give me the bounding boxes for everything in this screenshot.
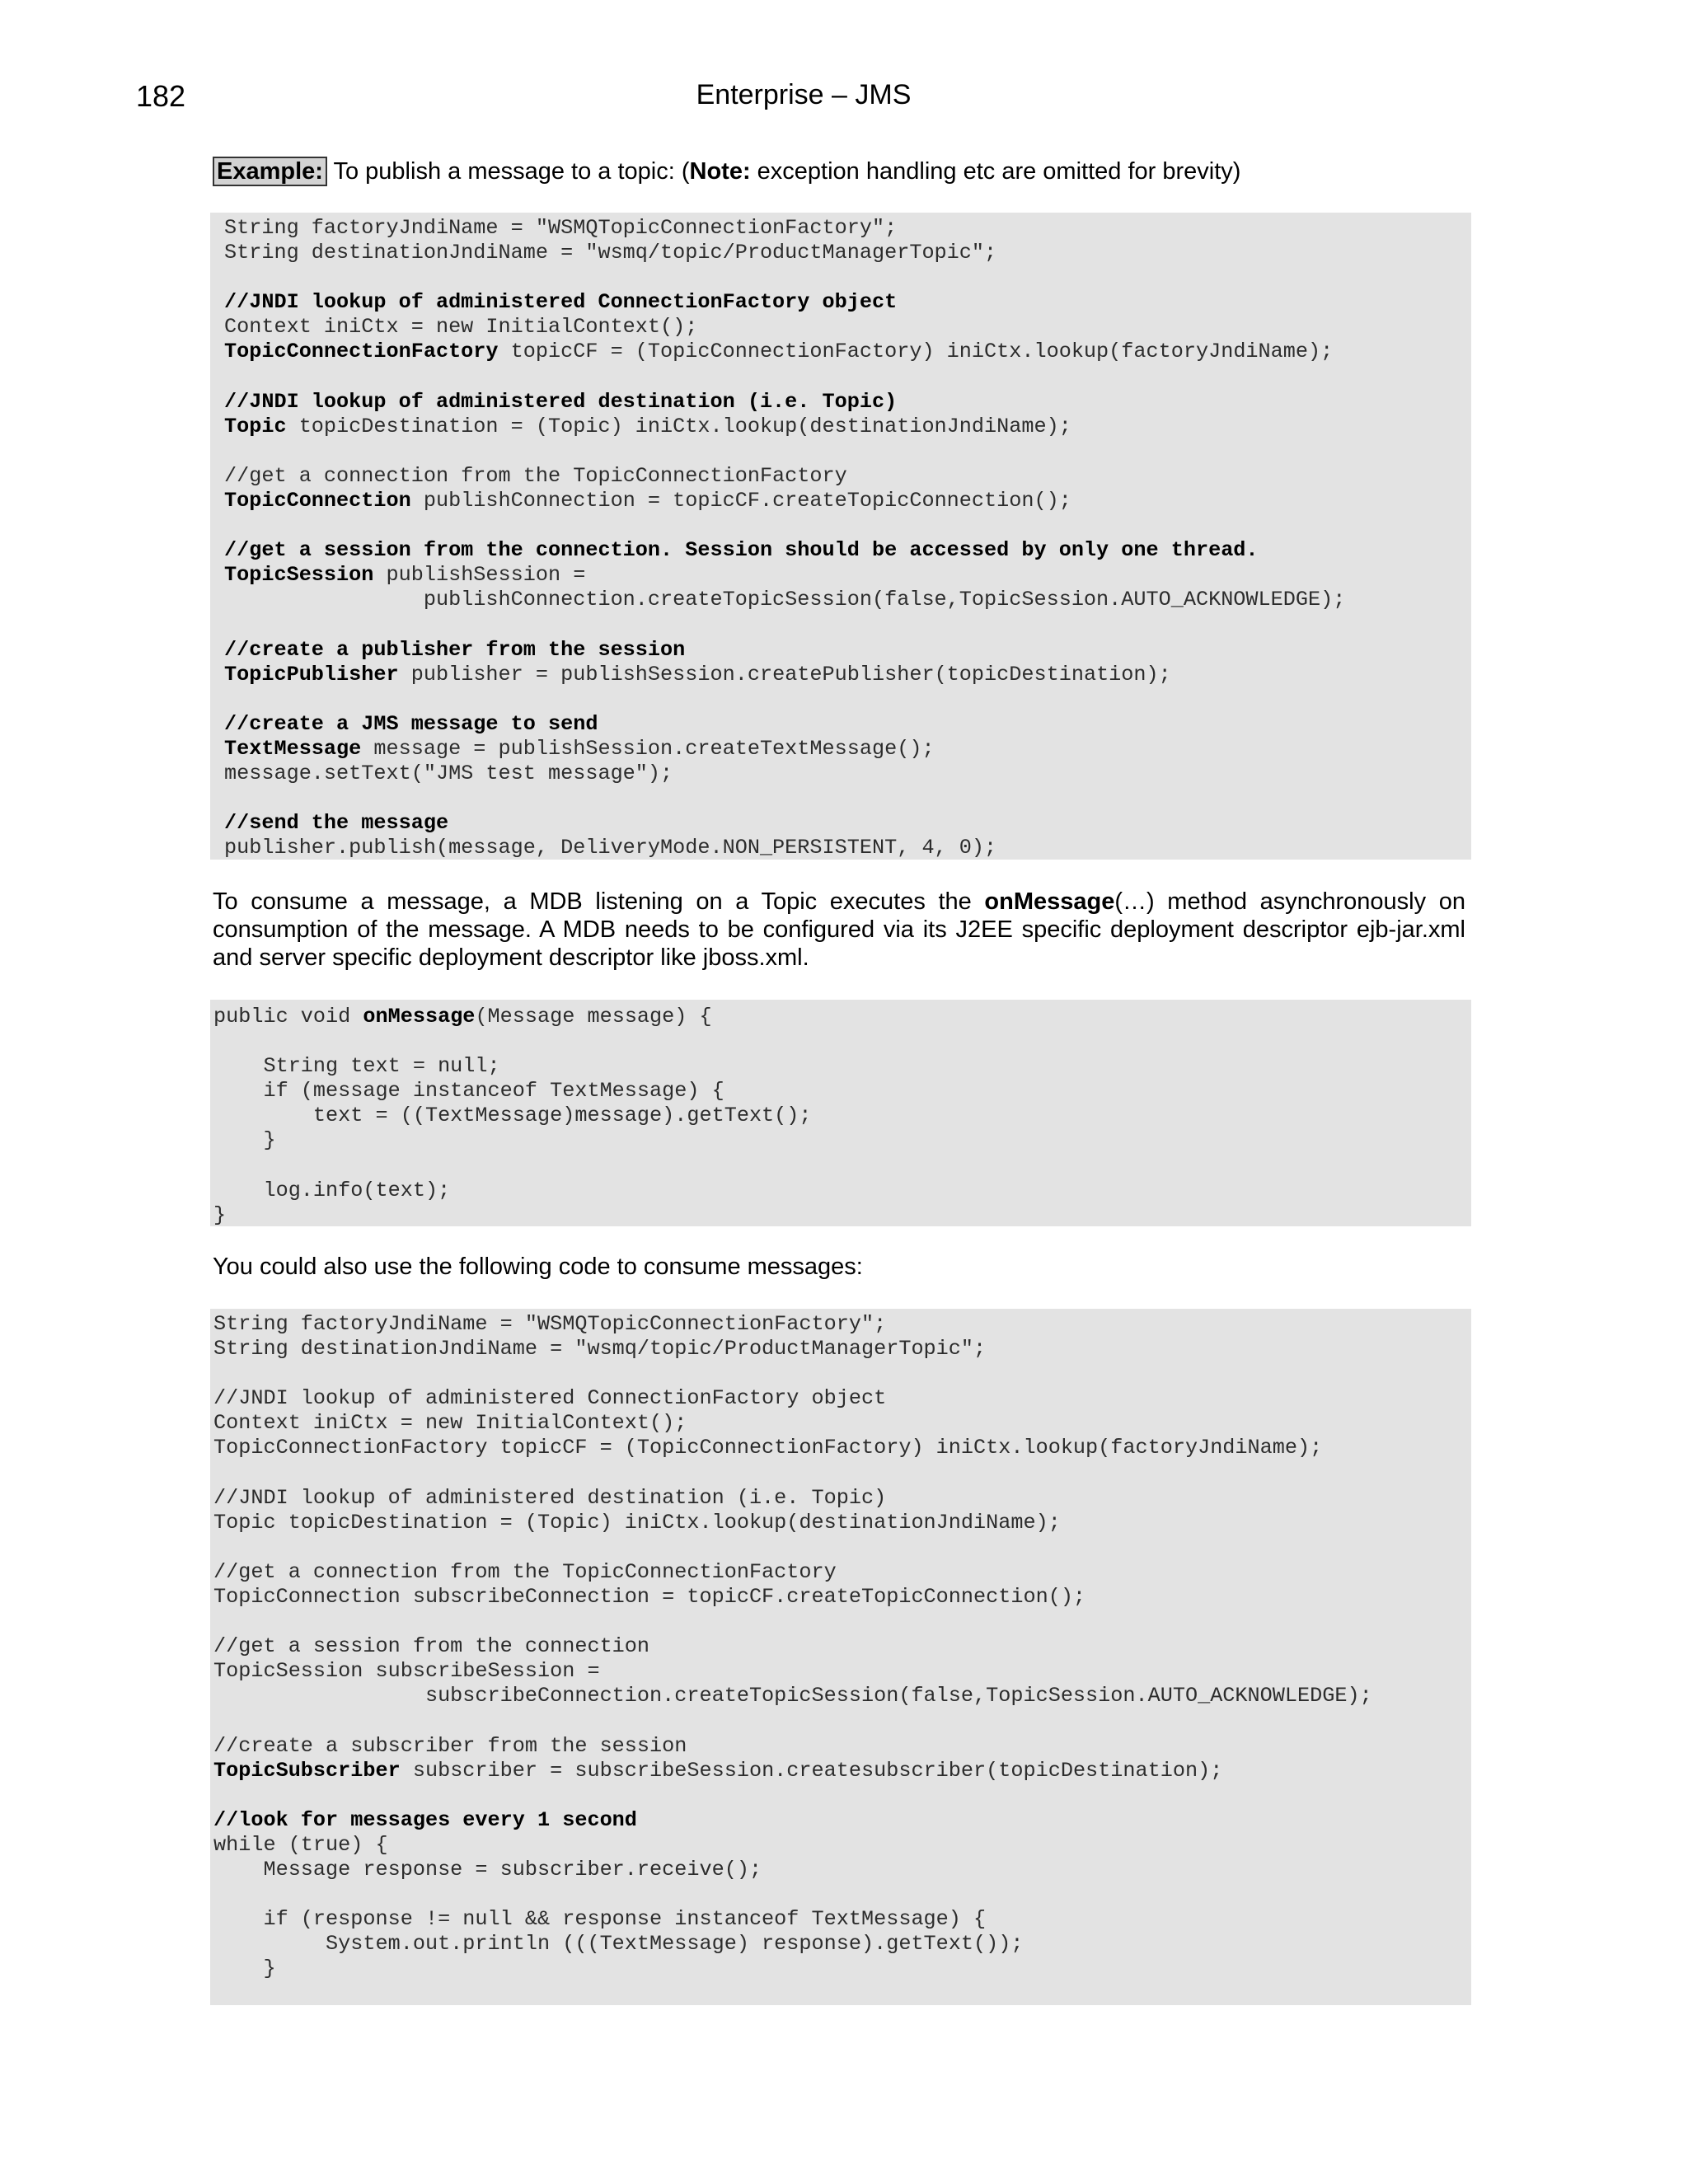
- onmessage-code-block: [210, 1000, 1471, 1226]
- consume-paragraph: [213, 888, 1465, 972]
- code-line: //create a JMS message to send: [224, 711, 598, 736]
- code-line: TopicConnection subscribeConnection = topicCF.createTopicConnection();: [213, 1585, 1086, 1610]
- code-line: TopicSession subscribeSession =: [213, 1659, 600, 1684]
- code-line: TopicSubscriber subscriber = subscribeSession.createsubscriber(topicDestination);: [213, 1758, 1223, 1783]
- para1-text-1: To consume a message, a MDB listening on a Topic executes the: [213, 888, 985, 915]
- onmessage-term: onMessage: [984, 888, 1115, 915]
- publish-code-block: [210, 213, 1471, 860]
- code-line: TopicConnectionFactory topicCF = (TopicConnectionFactory) iniCtx.lookup(factoryJndiName);: [213, 1436, 1323, 1460]
- code-line: TopicSession publishSession =: [224, 563, 586, 588]
- note-label: Note:: [689, 158, 751, 185]
- code-line: Context iniCtx = new InitialContext();: [213, 1411, 687, 1436]
- example-intro: [213, 155, 1465, 188]
- code-line: //look for messages every 1 second: [213, 1807, 637, 1832]
- intro-text-1: To publish a message to a topic: (: [326, 158, 690, 185]
- code-line: String factoryJndiName = "WSMQTopicConnectionFactory";: [224, 216, 898, 240]
- code-line: //get a connection from the TopicConnectionFactory: [213, 1559, 837, 1584]
- code-line: System.out.println (((TextMessage) response).getText());: [213, 1932, 1024, 1957]
- code-line: String destinationJndiName = "wsmq/topic/ProductManagerTopic";: [213, 1337, 987, 1361]
- code-line: //send the message: [224, 811, 449, 836]
- code-line: String destinationJndiName = "wsmq/topic/ProductManagerTopic";: [224, 241, 997, 265]
- code-line: message.setText("JMS test message");: [224, 762, 673, 786]
- code-line: while (true) {: [213, 1832, 388, 1857]
- code-line: TopicConnectionFactory topicCF = (TopicConnectionFactory) iniCtx.lookup(factoryJndiName);: [224, 340, 1334, 364]
- code-line: Topic topicDestination = (Topic) iniCtx.lookup(destinationJndiName);: [213, 1510, 1061, 1535]
- code-line: Topic topicDestination = (Topic) iniCtx.lookup(destinationJndiName);: [224, 414, 1071, 438]
- intro-text-2: exception handling etc are omitted for brevity): [750, 158, 1241, 185]
- code-line: publisher.publish(message, DeliveryMode.NON_PERSISTENT, 4, 0);: [224, 836, 997, 860]
- code-line: Message response = subscriber.receive();: [213, 1858, 762, 1882]
- code-line: //get a session from the connection: [213, 1634, 650, 1659]
- para1-text-2: (…) method asynchronously on consumption of the message. A MDB needs to be configured via its J2EE specific deployment descriptor ejb-jar.xml and server specific deployment descriptor like jboss.xml.: [213, 888, 1465, 971]
- example-tag: Example:: [213, 157, 327, 186]
- code-line: }: [213, 1202, 227, 1227]
- running-head: Enterprise – JMS: [696, 79, 912, 110]
- code-line: log.info(text);: [213, 1178, 451, 1202]
- code-line: TopicConnection publishConnection = topicCF.createTopicConnection();: [224, 489, 1071, 513]
- code-line: String factoryJndiName = "WSMQTopicConnectionFactory";: [213, 1312, 887, 1336]
- code-line: TextMessage message = publishSession.createTextMessage();: [224, 736, 935, 761]
- code-line: if (response != null && response instanceof TextMessage) {: [213, 1907, 987, 1932]
- code-line: public void onMessage(Message message) {: [213, 1005, 712, 1029]
- subscribe-code-block: [210, 1309, 1471, 2005]
- code-line: subscribeConnection.createTopicSession(false,TopicSession.AUTO_ACKNOWLEDGE);: [213, 1684, 1372, 1708]
- code-line: //JNDI lookup of administered destination (i.e. Topic): [224, 389, 898, 414]
- code-line: TopicPublisher publisher = publishSession.createPublisher(topicDestination);: [224, 662, 1171, 687]
- code-line: //create a subscriber from the session: [213, 1733, 687, 1758]
- page-number: 182: [136, 79, 186, 113]
- code-line: //JNDI lookup of administered ConnectionFactory object: [224, 290, 898, 315]
- code-line: //JNDI lookup of administered destination (i.e. Topic): [213, 1485, 887, 1510]
- code-line: }: [213, 1128, 276, 1153]
- code-line: text = ((TextMessage)message).getText();: [213, 1104, 812, 1128]
- code-line: //get a connection from the TopicConnectionFactory: [224, 463, 847, 488]
- code-line: //JNDI lookup of administered ConnectionFactory object: [213, 1386, 887, 1411]
- code-line: //get a session from the connection. Session should be accessed by only one thread.: [224, 538, 1259, 563]
- code-line: Context iniCtx = new InitialContext();: [224, 315, 698, 340]
- code-line: if (message instanceof TextMessage) {: [213, 1079, 724, 1104]
- code-line: publishConnection.createTopicSession(false,TopicSession.AUTO_ACKNOWLEDGE);: [224, 588, 1346, 612]
- alternative-paragraph: You could also use the following code to consume messages:: [213, 1254, 863, 1280]
- code-line: //create a publisher from the session: [224, 637, 686, 662]
- code-line: }: [213, 1957, 276, 1981]
- code-line: String text = null;: [213, 1054, 500, 1079]
